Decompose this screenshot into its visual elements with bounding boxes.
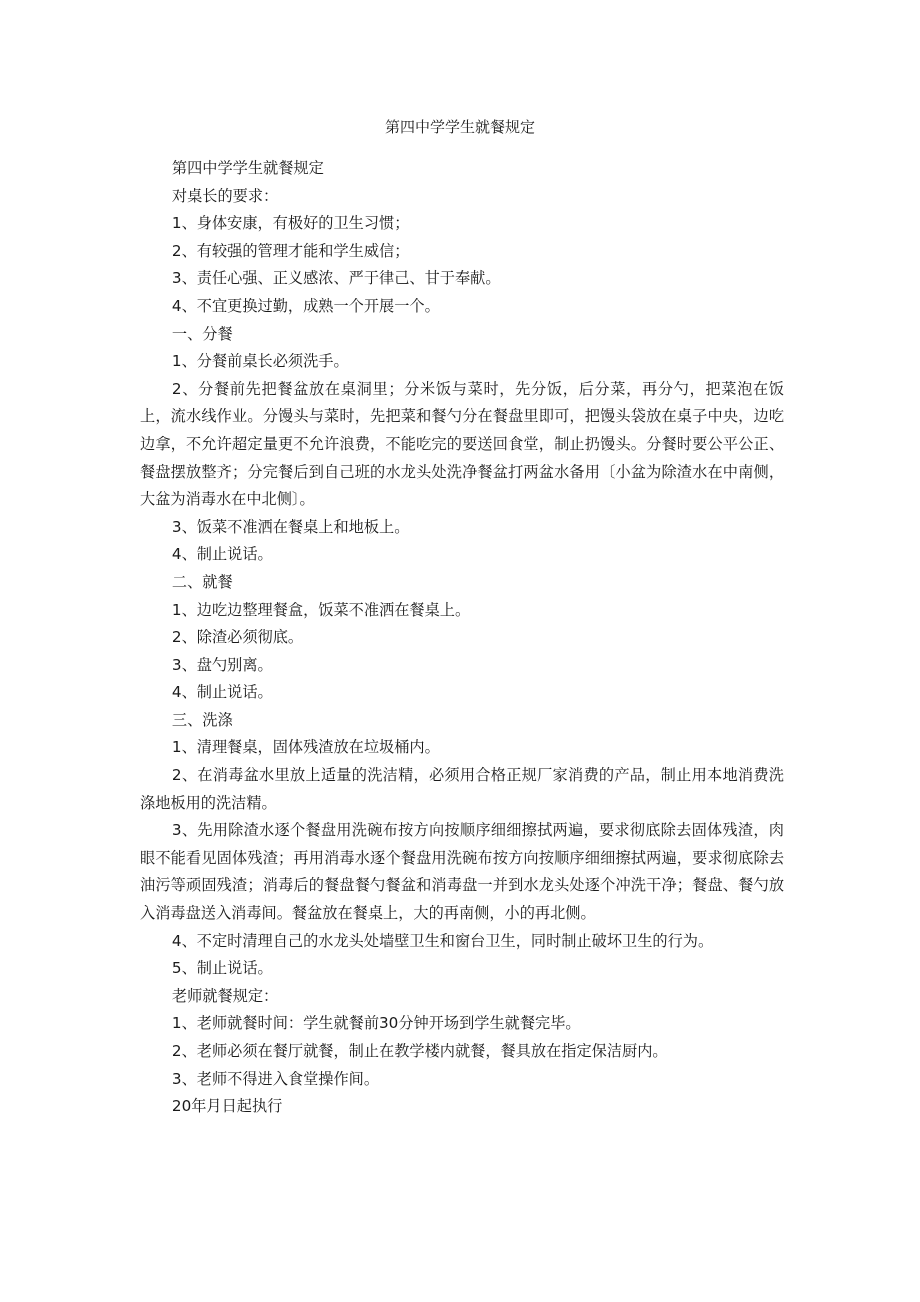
document-body	[140, 155, 784, 1121]
paragraph: 一、分餐	[171, 324, 233, 343]
paragraph: 2、老师必须在餐厅就餐，制止在教学楼内就餐，餐具放在指定保洁厨内。	[171, 1042, 668, 1060]
paragraph: 三、洗涤	[171, 710, 233, 729]
paragraph: 第四中学学生就餐规定	[171, 159, 324, 177]
paragraph: 2、有较强的管理才能和学生威信；	[171, 241, 410, 260]
paragraph: 3、责任心强、正义感浓、严于律己、甘于奉献。	[171, 269, 501, 288]
paragraph: 1、老师就餐时间：学生就餐前30分钟开场到学生就餐完毕。	[171, 1014, 581, 1033]
document-title: 第四中学学生就餐规定	[384, 118, 535, 136]
paragraph: 20年月日起执行	[171, 1097, 283, 1116]
paragraph: 1、边吃边整理餐盒，饭菜不准洒在餐桌上。	[171, 600, 471, 619]
paragraph: 3、先用除渣水逐个餐盘用洗碗布按方向按顺序细细擦拭两遍，要求彻底除去固体残渣，肉眼不能看见固体残渣；再用消毒水逐个餐盘用洗碗布按方向按顺序细细擦拭两遍，要求彻底除去油污等顽固残渣；消毒后的餐盘餐勺餐盆和消毒盘一并到水龙头处逐个冲洗干净；餐盘、餐勺放入消毒盘送入消毒间。餐盆放在餐桌上，大的再南侧，小的再北侧。	[140, 821, 784, 923]
paragraph: 二、就餐	[171, 572, 233, 591]
paragraph: 5、制止说话。	[171, 959, 273, 978]
paragraph: 1、分餐前桌长必须洗手。	[171, 352, 349, 371]
paragraph: 3、盘勺别离。	[171, 655, 273, 674]
paragraph: 对桌长的要求：	[171, 186, 279, 205]
paragraph: 4、不定时清理自己的水龙头处墙壁卫生和窗台卫生，同时制止破坏卫生的行为。	[171, 931, 714, 950]
paragraph: 1、身体安康，有极好的卫生习惯；	[171, 214, 410, 233]
paragraph: 3、饭菜不准洒在餐桌上和地板上。	[171, 517, 410, 536]
paragraph: 3、老师不得进入食堂操作间。	[171, 1069, 380, 1088]
paragraph: 2、分餐前先把餐盆放在桌洞里；分米饭与菜时，先分饭，后分菜，再分勺，把菜泡在饭上，流水线作业。分馒头与菜时，先把菜和餐勺分在餐盘里即可，把馒头袋放在桌子中央，边吃边拿，不允许超定量更不允许浪费，不能吃完的要送回食堂，制止扔馒头。分餐时要公平公正、餐盘摆放整齐；分完餐后到自己班的水龙头处洗净餐盆打两盆水备用〔小盆为除渣水在中南侧，大盆为消毒水在中北侧〕。	[140, 379, 784, 509]
paragraph: 4、制止说话。	[171, 545, 273, 564]
paragraph: 1、清理餐桌，固体残渣放在垃圾桶内。	[171, 738, 440, 757]
paragraph: 2、在消毒盆水里放上适量的洗洁精，必须用合格正规厂家消费的产品，制止用本地消费洗涤地板用的洗洁精。	[140, 766, 784, 812]
paragraph: 4、制止说话。	[171, 683, 273, 702]
paragraph: 2、除渣必须彻底。	[171, 628, 304, 647]
paragraph: 老师就餐规定：	[171, 986, 279, 1005]
paragraph: 4、不宜更换过勤，成熟一个开展一个。	[171, 296, 440, 315]
